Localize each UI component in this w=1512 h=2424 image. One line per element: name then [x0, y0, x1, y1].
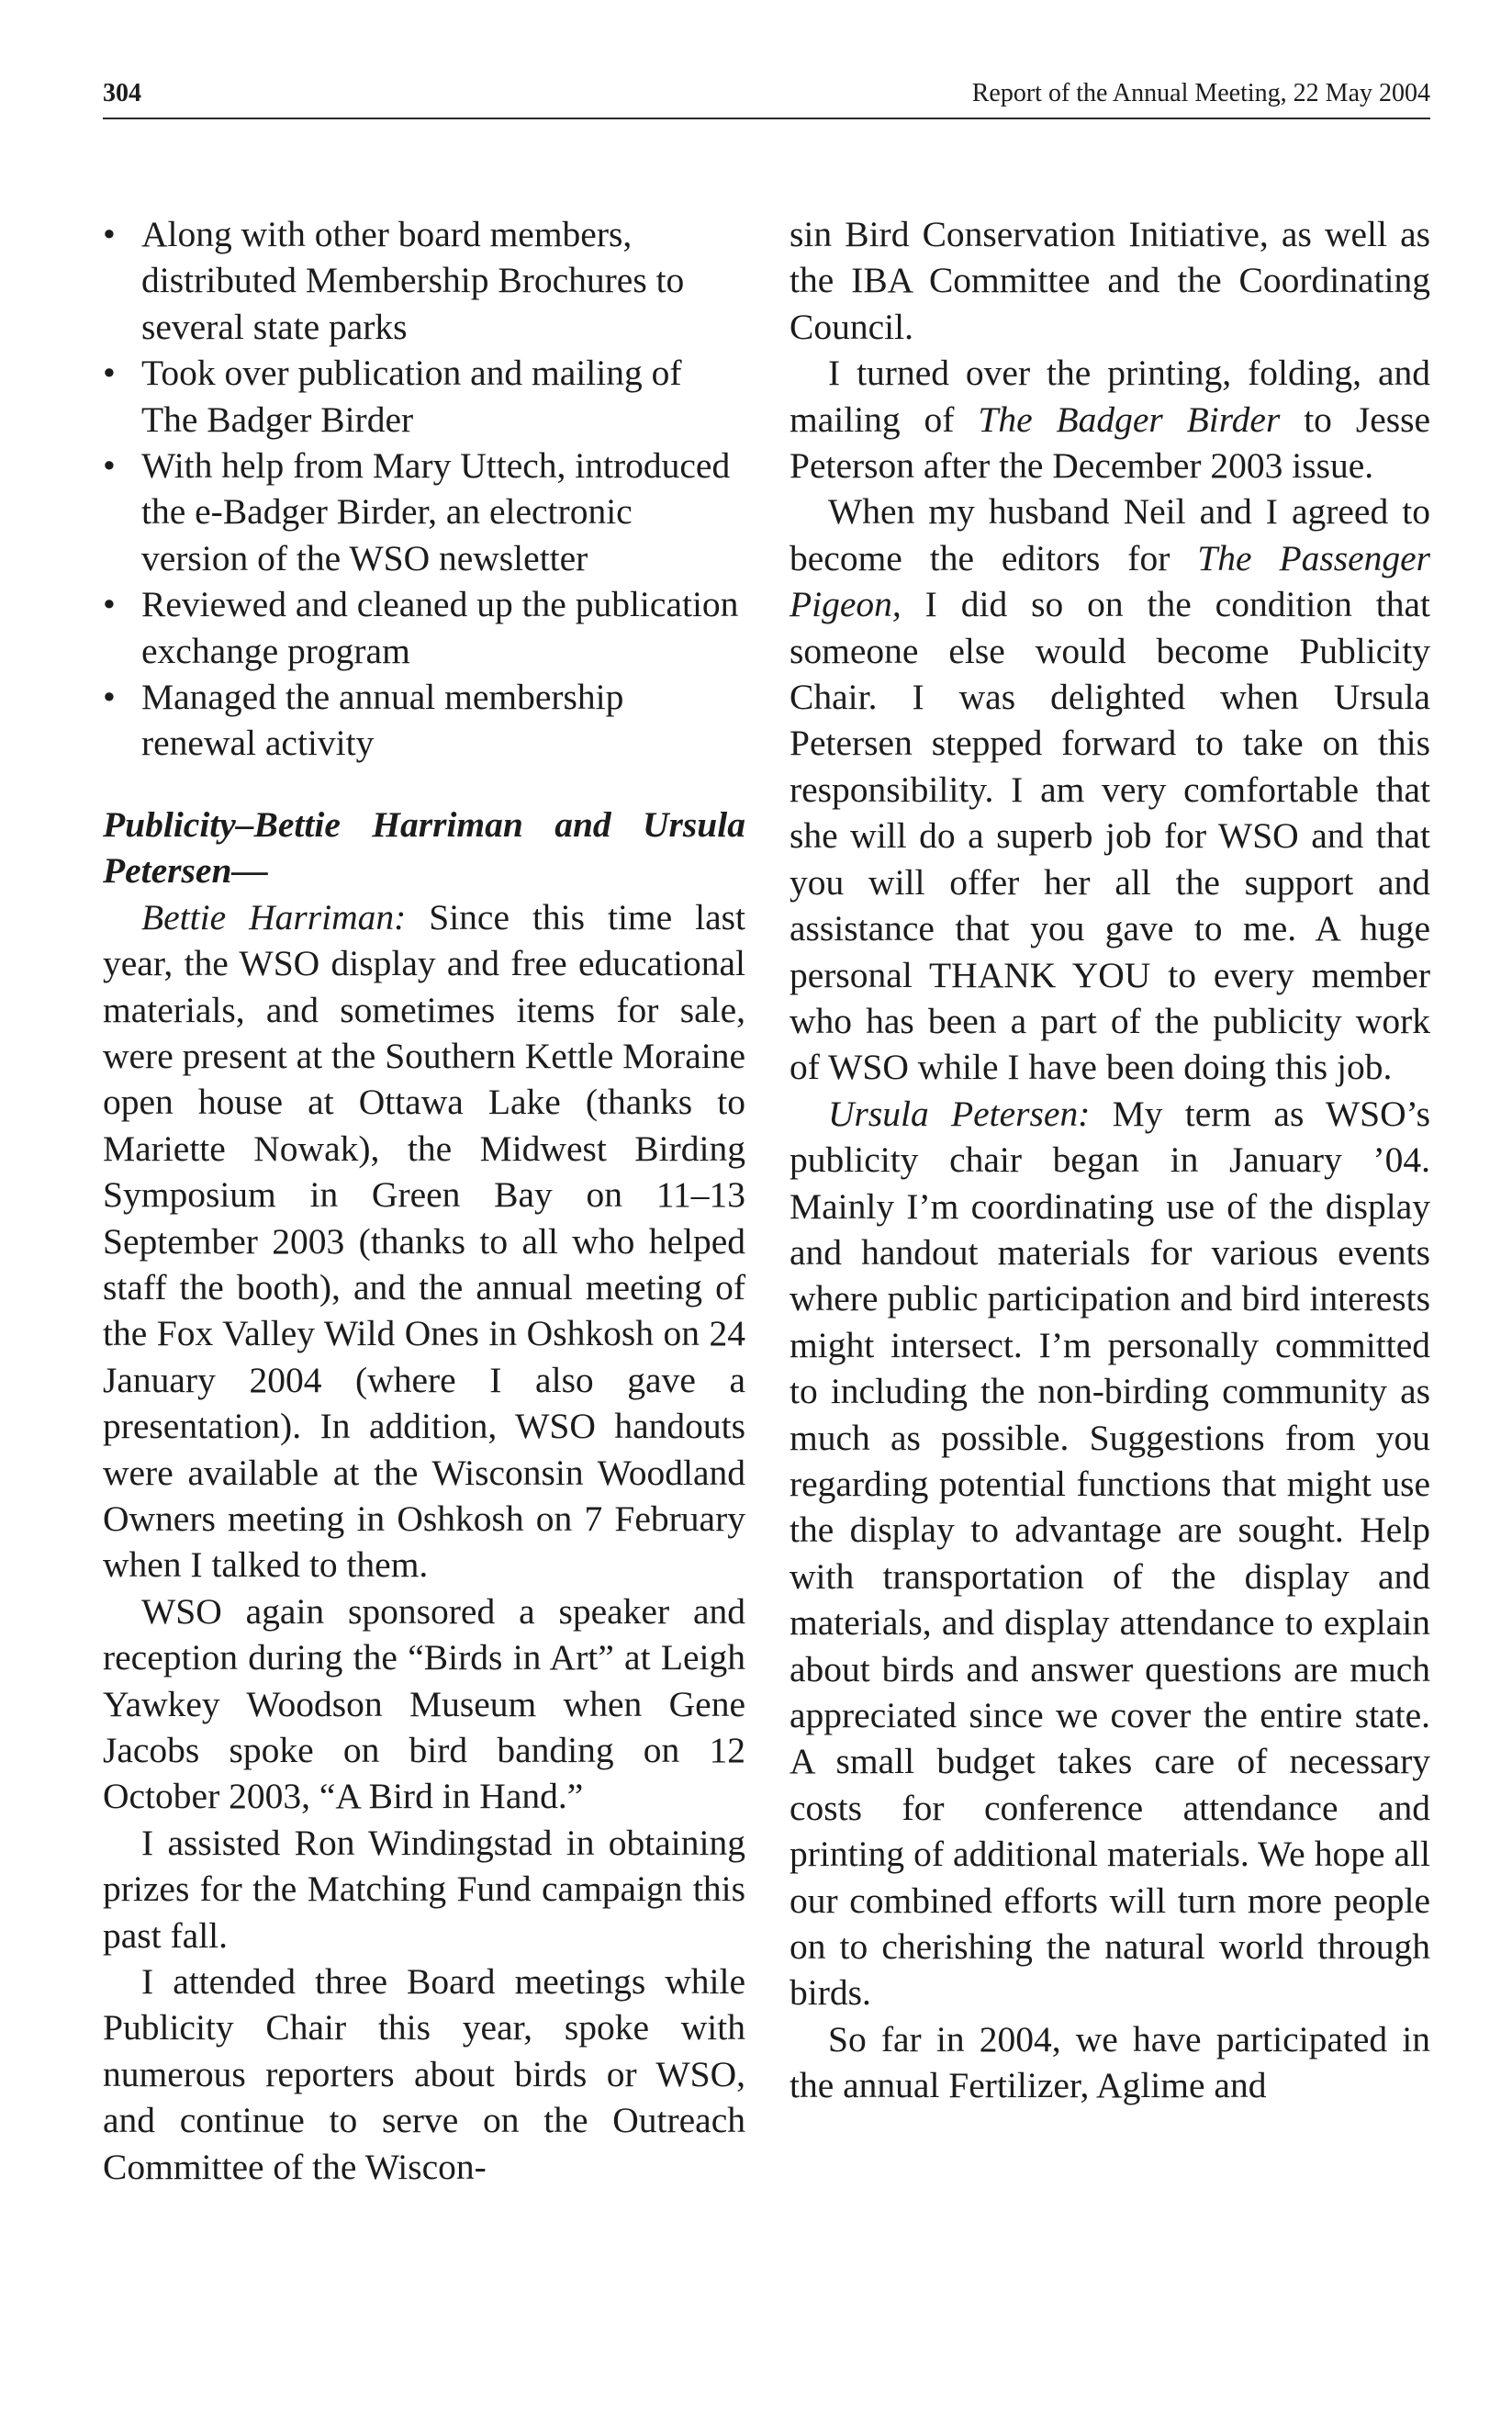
paragraph: So far in 2004, we have participated in the annual Fertilizer, Aglime and — [790, 2018, 1430, 2106]
paragraph-text: Since this time last year, the WSO display and free educational materials, and sometimes items for sale, were present at the Southern Kettle Moraine open house at Ottawa Lake (thanks to Mariette Nowak), the Midwest Birding Symposium in Green Bay on 11–13 September 2003 (thanks to all who helped staff the booth), and the annual meeting of the Fox Valley Wild Ones in Oshkosh on 24 January 2004 (where I also gave a presentation). In addition, WSO handouts were available at the Wisconsin Woodland Owners meeting in Oshkosh on 7 February when I talked to them. — [103, 896, 746, 1586]
activity-list — [103, 211, 745, 767]
running-head: Report of the Annual Meeting, 22 May 2004 — [971, 79, 1430, 107]
right-column — [790, 211, 1430, 2109]
list-item: • With help from Mary Uttech, introduced the e-Badger Birder, an electronic version of the WSO newsletter — [103, 443, 745, 581]
page-header — [103, 73, 1430, 119]
publication-title: The Passenger Pigeon, — [790, 537, 1430, 625]
speaker-name: Bettie Harriman: — [141, 896, 407, 937]
paragraph: WSO again sponsored a speaker and reception during the “Birds in Art” at Leigh Yawkey Woodson Museum when Gene Jacobs spoke on bird banding on 12 October 2003, “A Bird in Hand.” — [103, 1590, 745, 1817]
paragraph: sin Bird Conservation Initiative, as well as the IBA Committee and the Coordinating Council. — [790, 214, 1430, 347]
page-number: 304 — [103, 79, 141, 107]
paragraph-text: I did so on the condition that someone else would become Publicity Chair. I was delighted when Ursula Petersen stepped forward to take on this responsibility. I am very comfortable that she will do a superb job for WSO and that you will offer her all the support and assistance that you gave to me. A huge personal THANK YOU to every member who has been a part of the publicity work of WSO while I have been doing this job. — [790, 584, 1430, 1088]
list-item: • Took over publication and mailing of The Badger Birder — [103, 350, 745, 443]
section-heading: Publicity–Bettie Harriman and Ursula Petersen— — [103, 803, 745, 892]
paragraph-text: to Jesse Peterson after the December 2003 issue. — [790, 398, 1430, 487]
paragraph-text: I turned over the printing, folding, and mailing of — [790, 353, 1430, 440]
speaker-name: Ursula Petersen: — [828, 1093, 1091, 1134]
paragraph — [790, 350, 1430, 488]
list-item: • Reviewed and cleaned up the publication exchange program — [103, 581, 745, 674]
list-item: • Along with other board members, distributed Membership Brochures to several state parks — [103, 211, 745, 350]
left-column — [103, 211, 745, 2190]
paragraph — [103, 894, 745, 1588]
list-item: • Managed the annual membership renewal activity — [103, 674, 745, 767]
publication-title: The Badger Birder — [978, 398, 1281, 440]
paragraph — [790, 488, 1430, 1090]
paragraph — [790, 1091, 1430, 2016]
paragraph: I assisted Ron Windingstad in obtaining prizes for the Matching Fund campaign this past fall. — [103, 1822, 745, 1956]
paragraph: I attended three Board meetings while Publicity Chair this year, spoke with numerous reporters about birds or WSO, and continue to serve on the Outreach Committee of the Wiscon- — [103, 1961, 745, 2187]
paragraph-text: When my husband Neil and I agreed to become the editors for — [790, 491, 1430, 578]
paragraph-text: My term as WSO’s publicity chair began in January ’04. Mainly I’m coordinating use of the display and handout materials for various events where public participation and bird interests might intersect. I’m personally committed to including the non-birding community as much as possible. Suggestions from you regarding potential functions that might use the display to advantage are sought. Help with transportation of the display and materials, and display attendance to explain about birds and answer questions are much appreciated since we cover the entire state. A small budget takes care of necessary costs for conference attendance and printing of additional materials. We hope all our combined efforts will turn more people on to cherishing the natural world through birds. — [790, 1093, 1430, 2014]
